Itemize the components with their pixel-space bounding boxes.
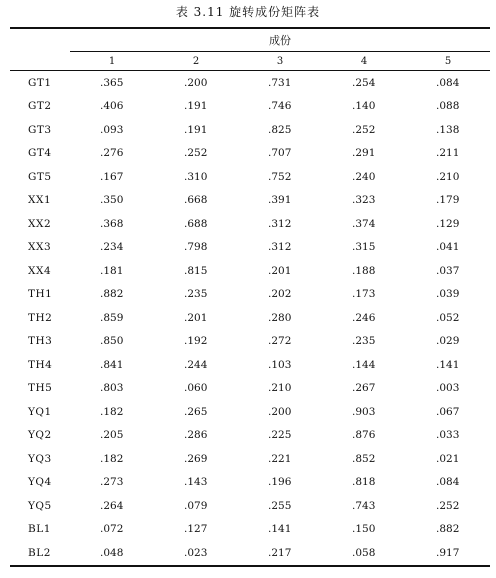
loading-value-cell: .173 bbox=[352, 288, 376, 301]
loading-value-cell: .368 bbox=[100, 217, 124, 230]
column-header: 2 bbox=[154, 52, 238, 71]
loading-value-cell: .707 bbox=[268, 147, 292, 160]
loading-value-cell: .406 bbox=[100, 100, 124, 113]
table-row bbox=[10, 541, 490, 566]
loading-value-cell: .244 bbox=[184, 358, 208, 371]
loading-value-cell: .850 bbox=[100, 335, 124, 348]
loading-value-cell: .688 bbox=[184, 217, 208, 230]
loading-value-cell: .201 bbox=[184, 311, 208, 324]
loading-value-cell: .058 bbox=[322, 541, 406, 566]
loading-value-cell: .798 bbox=[184, 241, 208, 254]
loading-value-cell: .103 bbox=[268, 358, 292, 371]
loading-value-cell: .264 bbox=[100, 499, 124, 512]
loading-value-cell: .140 bbox=[352, 100, 376, 113]
loading-value-cell: .291 bbox=[352, 147, 376, 160]
table-row bbox=[10, 353, 490, 377]
column-header: 3 bbox=[238, 52, 322, 71]
table-row bbox=[10, 306, 490, 330]
row-label: TH4 bbox=[28, 358, 53, 371]
loading-value-cell: .200 bbox=[184, 76, 208, 89]
loading-value-cell: .205 bbox=[100, 429, 124, 442]
table-row bbox=[10, 189, 490, 213]
loading-value-cell: .286 bbox=[184, 429, 208, 442]
table-row bbox=[10, 494, 490, 518]
loading-value-cell: .743 bbox=[352, 499, 376, 512]
loading-value-cell: .182 bbox=[100, 452, 124, 465]
loading-value-cell: .818 bbox=[352, 476, 376, 489]
loading-value-cell: .021 bbox=[436, 452, 460, 465]
loading-value-cell: .255 bbox=[268, 499, 292, 512]
row-label: YQ2 bbox=[28, 429, 52, 442]
row-label: GT4 bbox=[28, 147, 52, 160]
loading-value-cell: .084 bbox=[436, 476, 460, 489]
loading-value-cell: .841 bbox=[100, 358, 124, 371]
loading-value-cell: .272 bbox=[268, 335, 292, 348]
loading-value-cell: .033 bbox=[436, 429, 460, 442]
loading-value-cell: .235 bbox=[184, 288, 208, 301]
loading-value-cell: .217 bbox=[238, 541, 322, 566]
row-label: GT1 bbox=[28, 76, 52, 89]
row-label: TH5 bbox=[28, 382, 53, 395]
row-label: BL2 bbox=[10, 541, 70, 566]
loading-value-cell: .210 bbox=[436, 170, 460, 183]
loading-value-cell: .315 bbox=[352, 241, 376, 254]
loading-value-cell: .150 bbox=[352, 523, 376, 536]
table-row bbox=[10, 424, 490, 448]
loading-value-cell: .201 bbox=[268, 264, 292, 277]
row-label: YQ1 bbox=[28, 405, 52, 418]
row-label: XX3 bbox=[28, 241, 52, 254]
loading-value-cell: .246 bbox=[352, 311, 376, 324]
component-group-header: 成份 bbox=[70, 28, 490, 52]
table-row bbox=[10, 400, 490, 424]
loading-value-cell: .052 bbox=[436, 311, 460, 324]
loading-value-cell: .210 bbox=[268, 382, 292, 395]
row-label: GT3 bbox=[28, 123, 52, 136]
row-label: YQ3 bbox=[28, 452, 52, 465]
row-label: XX4 bbox=[28, 264, 52, 277]
loading-value-cell: .746 bbox=[268, 100, 292, 113]
row-label: TH1 bbox=[28, 288, 53, 301]
loading-value-cell: .037 bbox=[436, 264, 460, 277]
column-header: 4 bbox=[322, 52, 406, 71]
table-row bbox=[10, 71, 490, 95]
loading-value-cell: .323 bbox=[352, 194, 376, 207]
loading-value-cell: .876 bbox=[352, 429, 376, 442]
matrix-body bbox=[10, 71, 490, 566]
loading-value-cell: .041 bbox=[436, 241, 460, 254]
loading-value-cell: .852 bbox=[352, 452, 376, 465]
row-label: BL1 bbox=[28, 523, 51, 536]
loading-value-cell: .088 bbox=[436, 100, 460, 113]
loading-value-cell: .072 bbox=[100, 523, 124, 536]
loading-value-cell: .181 bbox=[100, 264, 124, 277]
rotated-component-matrix bbox=[10, 27, 490, 567]
table-caption: 表 3.11 旋转成份矩阵表 bbox=[175, 5, 321, 19]
loading-value-cell: .191 bbox=[184, 123, 208, 136]
loading-value-cell: .240 bbox=[352, 170, 376, 183]
table-row bbox=[10, 165, 490, 189]
loading-value-cell: .221 bbox=[268, 452, 292, 465]
table-row bbox=[10, 283, 490, 307]
loading-value-cell: .276 bbox=[100, 147, 124, 160]
loading-value-cell: .235 bbox=[352, 335, 376, 348]
loading-value-cell: .269 bbox=[184, 452, 208, 465]
loading-value-cell: .039 bbox=[436, 288, 460, 301]
loading-value-cell: .179 bbox=[436, 194, 460, 207]
loading-value-cell: .391 bbox=[268, 194, 292, 207]
table-row bbox=[10, 471, 490, 495]
table-row bbox=[10, 447, 490, 471]
loading-value-cell: .882 bbox=[436, 523, 460, 536]
loading-value-cell: .084 bbox=[436, 76, 460, 89]
table-row bbox=[10, 518, 490, 542]
loading-value-cell: .903 bbox=[352, 405, 376, 418]
loading-value-cell: .141 bbox=[268, 523, 292, 536]
loading-value-cell: .859 bbox=[100, 311, 124, 324]
row-label: YQ4 bbox=[28, 476, 52, 489]
group-header-row bbox=[10, 28, 490, 52]
table-row bbox=[10, 259, 490, 283]
loading-value-cell: .917 bbox=[406, 541, 490, 566]
loading-value-cell: .252 bbox=[436, 499, 460, 512]
row-label: GT2 bbox=[28, 100, 52, 113]
loading-value-cell: .138 bbox=[436, 123, 460, 136]
column-header: 1 bbox=[70, 52, 154, 71]
loading-value-cell: .252 bbox=[352, 123, 376, 136]
row-label: XX1 bbox=[28, 194, 52, 207]
loading-value-cell: .129 bbox=[436, 217, 460, 230]
row-label: YQ5 bbox=[28, 499, 52, 512]
loading-value-cell: .167 bbox=[100, 170, 124, 183]
loading-value-cell: .144 bbox=[352, 358, 376, 371]
loading-value-cell: .310 bbox=[184, 170, 208, 183]
loading-value-cell: .191 bbox=[184, 100, 208, 113]
loading-value-cell: .048 bbox=[70, 541, 154, 566]
loading-value-cell: .200 bbox=[268, 405, 292, 418]
loading-value-cell: .280 bbox=[268, 311, 292, 324]
loading-value-cell: .079 bbox=[184, 499, 208, 512]
loading-value-cell: .192 bbox=[184, 335, 208, 348]
table-row bbox=[10, 212, 490, 236]
loading-value-cell: .093 bbox=[100, 123, 124, 136]
table-row bbox=[10, 377, 490, 401]
loading-value-cell: .825 bbox=[268, 123, 292, 136]
loading-value-cell: .254 bbox=[352, 76, 376, 89]
component-matrix-table bbox=[10, 27, 490, 567]
loading-value-cell: .067 bbox=[436, 405, 460, 418]
loading-value-cell: .731 bbox=[268, 76, 292, 89]
loading-value-cell: .023 bbox=[154, 541, 238, 566]
table-row bbox=[10, 142, 490, 166]
row-label-header-blank bbox=[10, 28, 70, 52]
loading-value-cell: .273 bbox=[100, 476, 124, 489]
loading-value-cell: .143 bbox=[184, 476, 208, 489]
table-row bbox=[10, 118, 490, 142]
loading-value-cell: .374 bbox=[352, 217, 376, 230]
loading-value-cell: .211 bbox=[436, 147, 460, 160]
column-header: 5 bbox=[406, 52, 490, 71]
loading-value-cell: .060 bbox=[184, 382, 208, 395]
row-label: GT5 bbox=[28, 170, 52, 183]
row-label: XX2 bbox=[28, 217, 52, 230]
loading-value-cell: .668 bbox=[184, 194, 208, 207]
loading-value-cell: .803 bbox=[100, 382, 124, 395]
column-header-blank bbox=[10, 52, 70, 71]
loading-value-cell: .312 bbox=[268, 241, 292, 254]
loading-value-cell: .265 bbox=[184, 405, 208, 418]
loading-value-cell: .815 bbox=[184, 264, 208, 277]
loading-value-cell: .127 bbox=[184, 523, 208, 536]
table-row bbox=[10, 95, 490, 119]
table-row bbox=[10, 236, 490, 260]
loading-value-cell: .312 bbox=[268, 217, 292, 230]
loading-value-cell: .202 bbox=[268, 288, 292, 301]
row-label: TH2 bbox=[28, 311, 53, 324]
loading-value-cell: .267 bbox=[352, 382, 376, 395]
loading-value-cell: .029 bbox=[436, 335, 460, 348]
loading-value-cell: .752 bbox=[268, 170, 292, 183]
loading-value-cell: .141 bbox=[436, 358, 460, 371]
loading-value-cell: .252 bbox=[184, 147, 208, 160]
loading-value-cell: .234 bbox=[100, 241, 124, 254]
loading-value-cell: .882 bbox=[100, 288, 124, 301]
table-row bbox=[10, 330, 490, 354]
loading-value-cell: .188 bbox=[352, 264, 376, 277]
loading-value-cell: .350 bbox=[100, 194, 124, 207]
loading-value-cell: .182 bbox=[100, 405, 124, 418]
loading-value-cell: .003 bbox=[436, 382, 460, 395]
loading-value-cell: .365 bbox=[100, 76, 124, 89]
row-label: TH3 bbox=[28, 335, 53, 348]
loading-value-cell: .196 bbox=[268, 476, 292, 489]
column-header-row bbox=[10, 52, 490, 71]
loading-value-cell: .225 bbox=[268, 429, 292, 442]
